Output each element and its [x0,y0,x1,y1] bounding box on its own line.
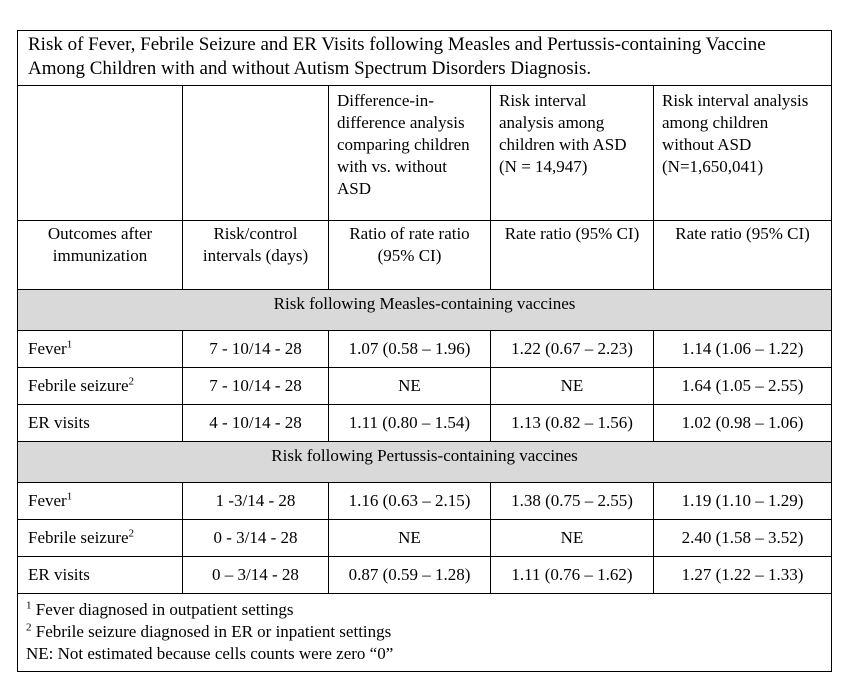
header-row [18,86,832,221]
outcome-label: ER visits [28,413,90,432]
diff-cell: 0.87 (0.59 – 1.28) [329,557,491,594]
interval-cell: 1 -3/14 - 28 [183,483,329,520]
interval-cell: 7 - 10/14 - 28 [183,368,329,405]
footnote-marker: 1 [66,490,73,503]
footnote-1 [26,599,823,621]
footnote-marker: 2 [128,527,135,540]
no-asd-cell: 1.02 (0.98 – 1.06) [654,405,832,442]
header-with-asd-text: Risk interval analysis among children with ASD [499,91,627,154]
table-row [18,483,832,520]
table-title: Risk of Fever, Febrile Seizure and ER Visits following Measles and Pertussis-containing Vaccine Among Children with and without Autism Spectrum Disorders Diagnosis. [18,31,832,86]
section-row-measles [18,290,832,331]
interval-cell: 7 - 10/14 - 28 [183,331,329,368]
outcome-cell [18,368,183,405]
diff-cell: 1.11 (0.80 – 1.54) [329,405,491,442]
asd-cell: 1.13 (0.82 – 1.56) [491,405,654,442]
header-with-asd-n: (N = 14,947) [499,157,588,176]
outcome-cell [18,520,183,557]
table-row [18,405,832,442]
footnote-row [18,594,832,672]
header-diff-in-diff-text: Difference-in-difference analysis comparing children with vs. without ASD [337,91,470,198]
asd-cell: 1.11 (0.76 – 1.62) [491,557,654,594]
interval-cell: 4 - 10/14 - 28 [183,405,329,442]
interval-cell: 0 - 3/14 - 28 [183,520,329,557]
no-asd-cell: 1.64 (1.05 – 2.55) [654,368,832,405]
outcome-cell [18,405,183,442]
footnote-1-text: Fever diagnosed in outpatient settings [31,600,294,619]
asd-cell: 1.38 (0.75 – 2.55) [491,483,654,520]
table-row [18,557,832,594]
header-with-asd [491,86,654,221]
subheader-row [18,221,832,290]
footnote-1-marker: 1 [26,599,32,612]
diff-cell: 1.07 (0.58 – 1.96) [329,331,491,368]
footnotes [18,594,832,672]
outcome-label: Febrile seizure [28,376,129,395]
asd-cell: NE [491,520,654,557]
subheader-ratio-of-rate-ratio: Ratio of rate ratio (95% CI) [329,221,491,290]
diff-cell: 1.16 (0.63 – 2.15) [329,483,491,520]
outcome-cell [18,557,183,594]
header-without-asd-text: Risk interval analysis among children without ASD [662,91,809,154]
outcome-label: Febrile seizure [28,528,129,547]
footnote-ne: NE: Not estimated because cells counts were zero “0” [26,644,394,663]
subheader-outcomes: Outcomes after immunization [18,221,183,290]
title-row [18,31,832,86]
header-empty-1 [18,86,183,221]
outcome-cell [18,483,183,520]
header-empty-2 [183,86,329,221]
footnote-marker: 1 [66,338,73,351]
table-row [18,368,832,405]
risk-table [17,30,832,672]
subheader-rate-ratio-no-asd: Rate ratio (95% CI) [654,221,832,290]
table-row [18,331,832,368]
outcome-label: Fever [28,339,67,358]
subheader-rate-ratio-asd: Rate ratio (95% CI) [491,221,654,290]
outcome-label: ER visits [28,565,90,584]
diff-cell: NE [329,520,491,557]
subheader-intervals: Risk/control intervals (days) [183,221,329,290]
asd-cell: NE [491,368,654,405]
asd-cell: 1.22 (0.67 – 2.23) [491,331,654,368]
no-asd-cell: 2.40 (1.58 – 3.52) [654,520,832,557]
outcome-label: Fever [28,491,67,510]
diff-cell: NE [329,368,491,405]
footnote-2 [26,621,823,643]
table-row [18,520,832,557]
header-diff-in-diff [329,86,491,221]
header-without-asd-n: (N=1,650,041) [662,157,764,176]
no-asd-cell: 1.14 (1.06 – 1.22) [654,331,832,368]
table-container [17,30,831,672]
no-asd-cell: 1.19 (1.10 – 1.29) [654,483,832,520]
header-without-asd [654,86,832,221]
section-row-pertussis [18,442,832,483]
section-label-measles: Risk following Measles-containing vaccines [18,290,832,331]
interval-cell: 0 – 3/14 - 28 [183,557,329,594]
footnote-2-marker: 2 [26,621,32,634]
footnote-marker: 2 [128,375,135,388]
outcome-cell [18,331,183,368]
footnote-2-text: Febrile seizure diagnosed in ER or inpatient settings [31,622,392,641]
no-asd-cell: 1.27 (1.22 – 1.33) [654,557,832,594]
section-label-pertussis: Risk following Pertussis-containing vaccines [18,442,832,483]
